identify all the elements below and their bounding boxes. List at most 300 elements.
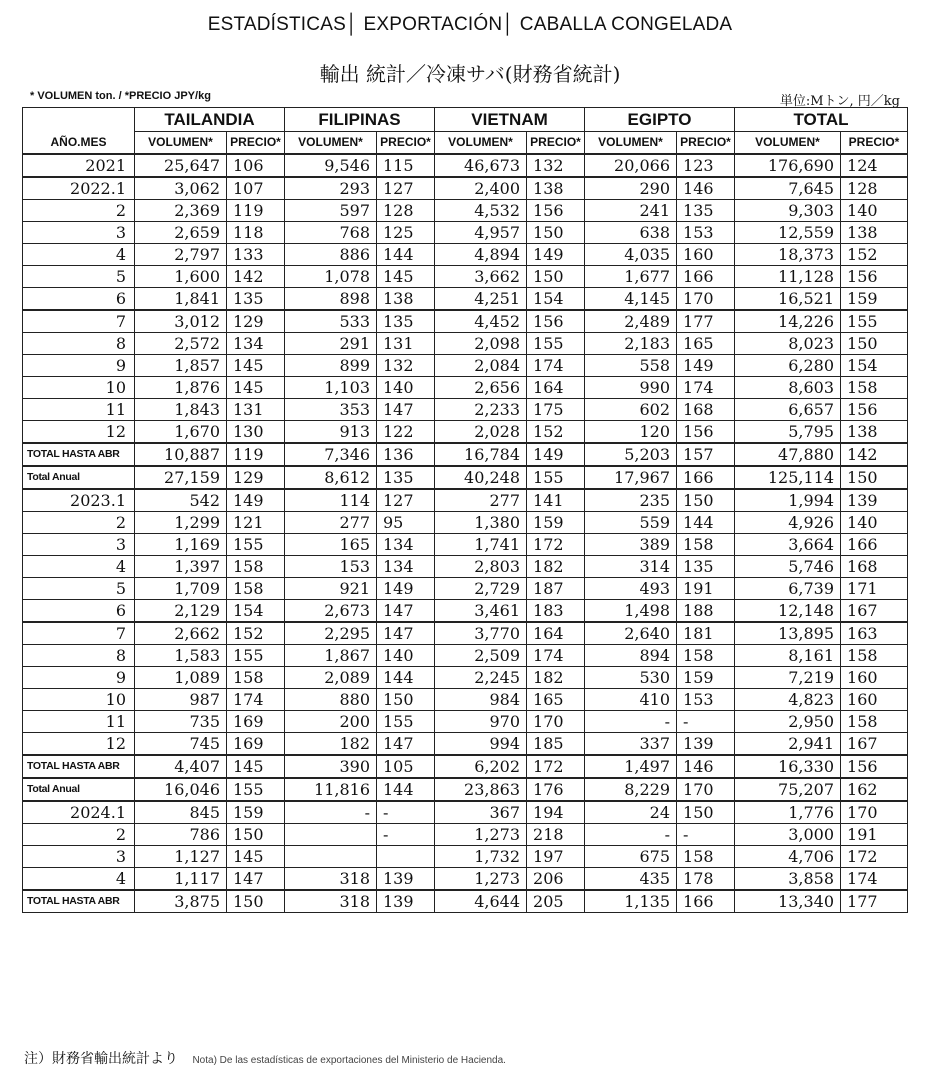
- price-cell: 142: [841, 443, 908, 466]
- price-cell: 158: [227, 667, 285, 689]
- price-header: PRECIO*: [841, 132, 908, 155]
- price-cell: 140: [377, 645, 435, 667]
- price-cell: 115: [377, 154, 435, 177]
- volume-cell: 984: [435, 689, 527, 711]
- volume-cell: 1,103: [285, 377, 377, 399]
- price-cell: 119: [227, 443, 285, 466]
- volume-cell: 1,867: [285, 645, 377, 667]
- price-cell: 144: [677, 512, 735, 534]
- volume-cell: 7,645: [735, 177, 841, 200]
- price-cell: 132: [377, 355, 435, 377]
- volume-cell: 291: [285, 333, 377, 355]
- price-cell: 156: [527, 310, 585, 333]
- price-cell: 168: [841, 556, 908, 578]
- volume-cell: 4,251: [435, 288, 527, 311]
- row-label: 7: [23, 310, 135, 333]
- volume-cell: 1,127: [135, 846, 227, 868]
- price-cell: 135: [677, 556, 735, 578]
- volume-cell: 1,709: [135, 578, 227, 600]
- table-row: [23, 645, 908, 667]
- price-cell: 125: [377, 222, 435, 244]
- volume-cell: 46,673: [435, 154, 527, 177]
- row-label: 2021: [23, 154, 135, 177]
- row-label: 5: [23, 578, 135, 600]
- volume-cell: 1,600: [135, 266, 227, 288]
- table-row: [23, 755, 908, 778]
- price-cell: 147: [377, 733, 435, 756]
- row-label: 11: [23, 711, 135, 733]
- price-cell: 170: [841, 801, 908, 824]
- volume-cell: 886: [285, 244, 377, 266]
- price-cell: 150: [527, 266, 585, 288]
- table-row: [23, 689, 908, 711]
- table-row: [23, 622, 908, 645]
- volume-cell: 921: [285, 578, 377, 600]
- volume-cell: 8,612: [285, 466, 377, 489]
- price-cell: 194: [527, 801, 585, 824]
- price-cell: 149: [677, 355, 735, 377]
- row-label: TOTAL HASTA ABR: [23, 755, 135, 778]
- price-cell: 164: [527, 622, 585, 645]
- price-cell: 128: [377, 200, 435, 222]
- volume-cell: 6,202: [435, 755, 527, 778]
- row-label: 3: [23, 846, 135, 868]
- price-cell: 170: [527, 711, 585, 733]
- row-label: 4: [23, 556, 135, 578]
- price-cell: 167: [841, 733, 908, 756]
- price-header: PRECIO*: [377, 132, 435, 155]
- volume-cell: 277: [435, 489, 527, 512]
- price-cell: 149: [527, 244, 585, 266]
- volume-cell: 125,114: [735, 466, 841, 489]
- table-row: [23, 556, 908, 578]
- country-header: TAILANDIA: [135, 108, 285, 132]
- volume-cell: 318: [285, 868, 377, 891]
- volume-cell: 1,273: [435, 824, 527, 846]
- price-cell: 150: [227, 890, 285, 913]
- volume-cell: 4,035: [585, 244, 677, 266]
- price-cell: 159: [227, 801, 285, 824]
- volume-cell: 1,299: [135, 512, 227, 534]
- table-row: [23, 846, 908, 868]
- price-cell: 165: [527, 689, 585, 711]
- volume-cell: 9,303: [735, 200, 841, 222]
- volume-cell: 8,023: [735, 333, 841, 355]
- row-label: 11: [23, 399, 135, 421]
- volume-cell: 1,497: [585, 755, 677, 778]
- volume-cell: 241: [585, 200, 677, 222]
- volume-cell: 994: [435, 733, 527, 756]
- table-row: [23, 711, 908, 733]
- volume-cell: 1,732: [435, 846, 527, 868]
- volume-cell: 4,926: [735, 512, 841, 534]
- price-cell: 158: [841, 645, 908, 667]
- volume-cell: 1,876: [135, 377, 227, 399]
- price-cell: 146: [677, 177, 735, 200]
- volume-cell: 602: [585, 399, 677, 421]
- volume-cell: 12,148: [735, 600, 841, 623]
- price-cell: 145: [377, 266, 435, 288]
- volume-cell: 1,670: [135, 421, 227, 444]
- volume-header: VOLUMEN*: [735, 132, 841, 155]
- row-label: 8: [23, 645, 135, 667]
- price-cell: 150: [227, 824, 285, 846]
- volume-header: VOLUMEN*: [435, 132, 527, 155]
- volume-cell: 390: [285, 755, 377, 778]
- price-cell: 155: [227, 645, 285, 667]
- price-cell: 183: [527, 600, 585, 623]
- volume-cell: 845: [135, 801, 227, 824]
- volume-cell: 2,509: [435, 645, 527, 667]
- row-label: 10: [23, 689, 135, 711]
- price-cell: 149: [377, 578, 435, 600]
- volume-cell: 176,690: [735, 154, 841, 177]
- volume-cell: 913: [285, 421, 377, 444]
- price-cell: 166: [677, 266, 735, 288]
- volume-cell: 735: [135, 711, 227, 733]
- price-cell: 164: [527, 377, 585, 399]
- table-row: [23, 801, 908, 824]
- volume-cell: 4,532: [435, 200, 527, 222]
- volume-cell: 2,950: [735, 711, 841, 733]
- table-body: [23, 154, 908, 913]
- price-cell: 158: [227, 578, 285, 600]
- volume-cell: -: [585, 824, 677, 846]
- price-cell: 177: [841, 890, 908, 913]
- price-cell: 185: [527, 733, 585, 756]
- volume-cell: 18,373: [735, 244, 841, 266]
- price-cell: 177: [677, 310, 735, 333]
- price-cell: 157: [677, 443, 735, 466]
- unit-note-right: 単位:Mトン, 円／kg: [779, 94, 900, 109]
- row-label: Total Anual: [23, 466, 135, 489]
- price-cell: 150: [527, 222, 585, 244]
- table-row: [23, 333, 908, 355]
- volume-cell: 638: [585, 222, 677, 244]
- volume-cell: 5,746: [735, 556, 841, 578]
- volume-cell: 2,098: [435, 333, 527, 355]
- price-cell: 147: [377, 600, 435, 623]
- row-label: 6: [23, 600, 135, 623]
- price-cell: 153: [677, 689, 735, 711]
- volume-cell: 11,816: [285, 778, 377, 801]
- row-label: 5: [23, 266, 135, 288]
- volume-cell: 1,078: [285, 266, 377, 288]
- volume-cell: 2,572: [135, 333, 227, 355]
- footer-source-jp: 注）財務省輸出統計より: [24, 1051, 178, 1067]
- table-row: [23, 489, 908, 512]
- table-row: [23, 466, 908, 489]
- price-cell: 130: [227, 421, 285, 444]
- price-cell: 166: [841, 534, 908, 556]
- price-header: PRECIO*: [527, 132, 585, 155]
- volume-cell: 3,062: [135, 177, 227, 200]
- price-cell: 170: [677, 778, 735, 801]
- price-cell: 155: [527, 466, 585, 489]
- row-label: 10: [23, 377, 135, 399]
- table-row: [23, 421, 908, 444]
- price-cell: 127: [377, 177, 435, 200]
- price-cell: 129: [227, 310, 285, 333]
- price-cell: 134: [227, 333, 285, 355]
- volume-cell: 25,647: [135, 154, 227, 177]
- price-cell: 158: [677, 846, 735, 868]
- price-cell: 172: [527, 755, 585, 778]
- country-header: FILIPINAS: [285, 108, 435, 132]
- price-cell: 133: [227, 244, 285, 266]
- price-cell: 153: [677, 222, 735, 244]
- table-row: [23, 890, 908, 913]
- price-cell: 106: [227, 154, 285, 177]
- price-cell: 127: [377, 489, 435, 512]
- table-row: [23, 600, 908, 623]
- price-cell: 156: [677, 421, 735, 444]
- price-cell: 160: [677, 244, 735, 266]
- volume-cell: 8,161: [735, 645, 841, 667]
- price-cell: 145: [227, 755, 285, 778]
- price-cell: 158: [841, 377, 908, 399]
- price-cell: 122: [377, 421, 435, 444]
- row-label: 6: [23, 288, 135, 311]
- volume-cell: [285, 846, 377, 868]
- price-cell: 149: [227, 489, 285, 512]
- volume-cell: 165: [285, 534, 377, 556]
- volume-cell: 4,407: [135, 755, 227, 778]
- volume-cell: 1,273: [435, 868, 527, 891]
- price-cell: 129: [227, 466, 285, 489]
- price-cell: 163: [841, 622, 908, 645]
- price-cell: 145: [227, 846, 285, 868]
- volume-cell: 2,028: [435, 421, 527, 444]
- price-cell: 171: [841, 578, 908, 600]
- price-cell: 128: [841, 177, 908, 200]
- price-cell: -: [677, 824, 735, 846]
- price-cell: 140: [841, 512, 908, 534]
- country-header-row: [23, 108, 908, 132]
- price-cell: 206: [527, 868, 585, 891]
- price-cell: 150: [377, 689, 435, 711]
- volume-cell: 8,603: [735, 377, 841, 399]
- volume-cell: 47,880: [735, 443, 841, 466]
- price-cell: 124: [841, 154, 908, 177]
- price-cell: 166: [677, 890, 735, 913]
- volume-cell: 990: [585, 377, 677, 399]
- volume-cell: 11,128: [735, 266, 841, 288]
- volume-cell: 200: [285, 711, 377, 733]
- table-row: [23, 154, 908, 177]
- volume-cell: 4,823: [735, 689, 841, 711]
- price-cell: 142: [227, 266, 285, 288]
- volume-cell: 182: [285, 733, 377, 756]
- price-cell: 139: [377, 890, 435, 913]
- row-label: 3: [23, 222, 135, 244]
- volume-cell: 153: [285, 556, 377, 578]
- price-cell: 147: [377, 399, 435, 421]
- price-cell: 159: [527, 512, 585, 534]
- table-row: [23, 778, 908, 801]
- price-cell: 162: [841, 778, 908, 801]
- price-cell: 158: [227, 556, 285, 578]
- volume-cell: 542: [135, 489, 227, 512]
- volume-cell: 2,659: [135, 222, 227, 244]
- export-statistics-table: [22, 107, 908, 913]
- volume-cell: 745: [135, 733, 227, 756]
- price-cell: -: [677, 711, 735, 733]
- volume-cell: 675: [585, 846, 677, 868]
- volume-cell: 2,729: [435, 578, 527, 600]
- volume-cell: 597: [285, 200, 377, 222]
- volume-cell: 277: [285, 512, 377, 534]
- volume-cell: 16,046: [135, 778, 227, 801]
- price-cell: 139: [377, 868, 435, 891]
- volume-cell: 75,207: [735, 778, 841, 801]
- volume-cell: 4,145: [585, 288, 677, 311]
- volume-cell: 1,498: [585, 600, 677, 623]
- price-cell: 191: [841, 824, 908, 846]
- price-cell: 123: [677, 154, 735, 177]
- volume-cell: 2,400: [435, 177, 527, 200]
- price-cell: 152: [527, 421, 585, 444]
- volume-cell: 987: [135, 689, 227, 711]
- volume-cell: 337: [585, 733, 677, 756]
- volume-cell: 1,857: [135, 355, 227, 377]
- volume-cell: 3,461: [435, 600, 527, 623]
- price-cell: 160: [841, 667, 908, 689]
- price-cell: 145: [227, 355, 285, 377]
- price-cell: 146: [677, 755, 735, 778]
- volume-cell: 3,662: [435, 266, 527, 288]
- price-cell: 149: [527, 443, 585, 466]
- table-row: [23, 222, 908, 244]
- country-header: TOTAL: [735, 108, 908, 132]
- table-row: [23, 355, 908, 377]
- table-row: [23, 868, 908, 891]
- price-cell: 136: [377, 443, 435, 466]
- price-cell: 159: [841, 288, 908, 311]
- price-cell: 158: [677, 645, 735, 667]
- volume-cell: 880: [285, 689, 377, 711]
- table-row: [23, 288, 908, 311]
- volume-cell: 410: [585, 689, 677, 711]
- volume-cell: 4,957: [435, 222, 527, 244]
- row-label: Total Anual: [23, 778, 135, 801]
- subheader-row: [23, 132, 908, 155]
- price-cell: 156: [527, 200, 585, 222]
- unit-note-left: * VOLUMEN ton. / *PRECIO JPY/kg: [30, 90, 211, 102]
- volume-cell: 9,546: [285, 154, 377, 177]
- row-label: 3: [23, 534, 135, 556]
- volume-cell: 114: [285, 489, 377, 512]
- table-row: [23, 266, 908, 288]
- price-cell: 144: [377, 244, 435, 266]
- price-cell: 138: [527, 177, 585, 200]
- volume-cell: 389: [585, 534, 677, 556]
- price-cell: 135: [677, 200, 735, 222]
- volume-cell: 12,559: [735, 222, 841, 244]
- volume-cell: 3,012: [135, 310, 227, 333]
- volume-cell: 1,843: [135, 399, 227, 421]
- year-month-header: AÑO.MES: [23, 108, 135, 155]
- price-cell: 182: [527, 556, 585, 578]
- volume-cell: 4,644: [435, 890, 527, 913]
- table-row: [23, 512, 908, 534]
- price-cell: 139: [841, 489, 908, 512]
- price-cell: 119: [227, 200, 285, 222]
- price-cell: 95: [377, 512, 435, 534]
- volume-cell: 7,346: [285, 443, 377, 466]
- table-row: [23, 377, 908, 399]
- price-cell: 158: [677, 534, 735, 556]
- volume-cell: 2,662: [135, 622, 227, 645]
- price-cell: 167: [841, 600, 908, 623]
- table-row: [23, 733, 908, 756]
- volume-cell: 353: [285, 399, 377, 421]
- volume-cell: 2,369: [135, 200, 227, 222]
- price-cell: 155: [227, 534, 285, 556]
- price-cell: 166: [677, 466, 735, 489]
- price-cell: 140: [377, 377, 435, 399]
- volume-cell: 2,084: [435, 355, 527, 377]
- volume-cell: [285, 824, 377, 846]
- volume-cell: 318: [285, 890, 377, 913]
- volume-cell: 786: [135, 824, 227, 846]
- price-cell: 132: [527, 154, 585, 177]
- price-cell: 135: [377, 310, 435, 333]
- price-cell: 138: [377, 288, 435, 311]
- price-cell: 121: [227, 512, 285, 534]
- volume-cell: 1,380: [435, 512, 527, 534]
- volume-cell: 4,706: [735, 846, 841, 868]
- volume-cell: 16,521: [735, 288, 841, 311]
- price-cell: 135: [227, 288, 285, 311]
- price-cell: 218: [527, 824, 585, 846]
- price-cell: 150: [841, 333, 908, 355]
- price-cell: 160: [841, 689, 908, 711]
- table-row: [23, 177, 908, 200]
- row-label: 12: [23, 421, 135, 444]
- volume-cell: 24: [585, 801, 677, 824]
- volume-cell: 20,066: [585, 154, 677, 177]
- volume-cell: -: [285, 801, 377, 824]
- volume-cell: 1,677: [585, 266, 677, 288]
- volume-cell: 290: [585, 177, 677, 200]
- row-label: 12: [23, 733, 135, 756]
- volume-cell: 27,159: [135, 466, 227, 489]
- volume-cell: 6,280: [735, 355, 841, 377]
- volume-cell: 3,875: [135, 890, 227, 913]
- volume-cell: 120: [585, 421, 677, 444]
- price-cell: 182: [527, 667, 585, 689]
- volume-cell: 16,330: [735, 755, 841, 778]
- price-cell: 105: [377, 755, 435, 778]
- row-label: 2023.1: [23, 489, 135, 512]
- table-row: [23, 310, 908, 333]
- price-cell: 107: [227, 177, 285, 200]
- volume-cell: 16,784: [435, 443, 527, 466]
- volume-cell: 493: [585, 578, 677, 600]
- volume-cell: 533: [285, 310, 377, 333]
- volume-header: VOLUMEN*: [585, 132, 677, 155]
- row-label: 8: [23, 333, 135, 355]
- price-cell: 144: [377, 778, 435, 801]
- row-label: TOTAL HASTA ABR: [23, 890, 135, 913]
- volume-cell: 2,245: [435, 667, 527, 689]
- price-cell: 159: [677, 667, 735, 689]
- volume-cell: 970: [435, 711, 527, 733]
- volume-cell: 1,135: [585, 890, 677, 913]
- volume-cell: 1,994: [735, 489, 841, 512]
- volume-cell: 1,089: [135, 667, 227, 689]
